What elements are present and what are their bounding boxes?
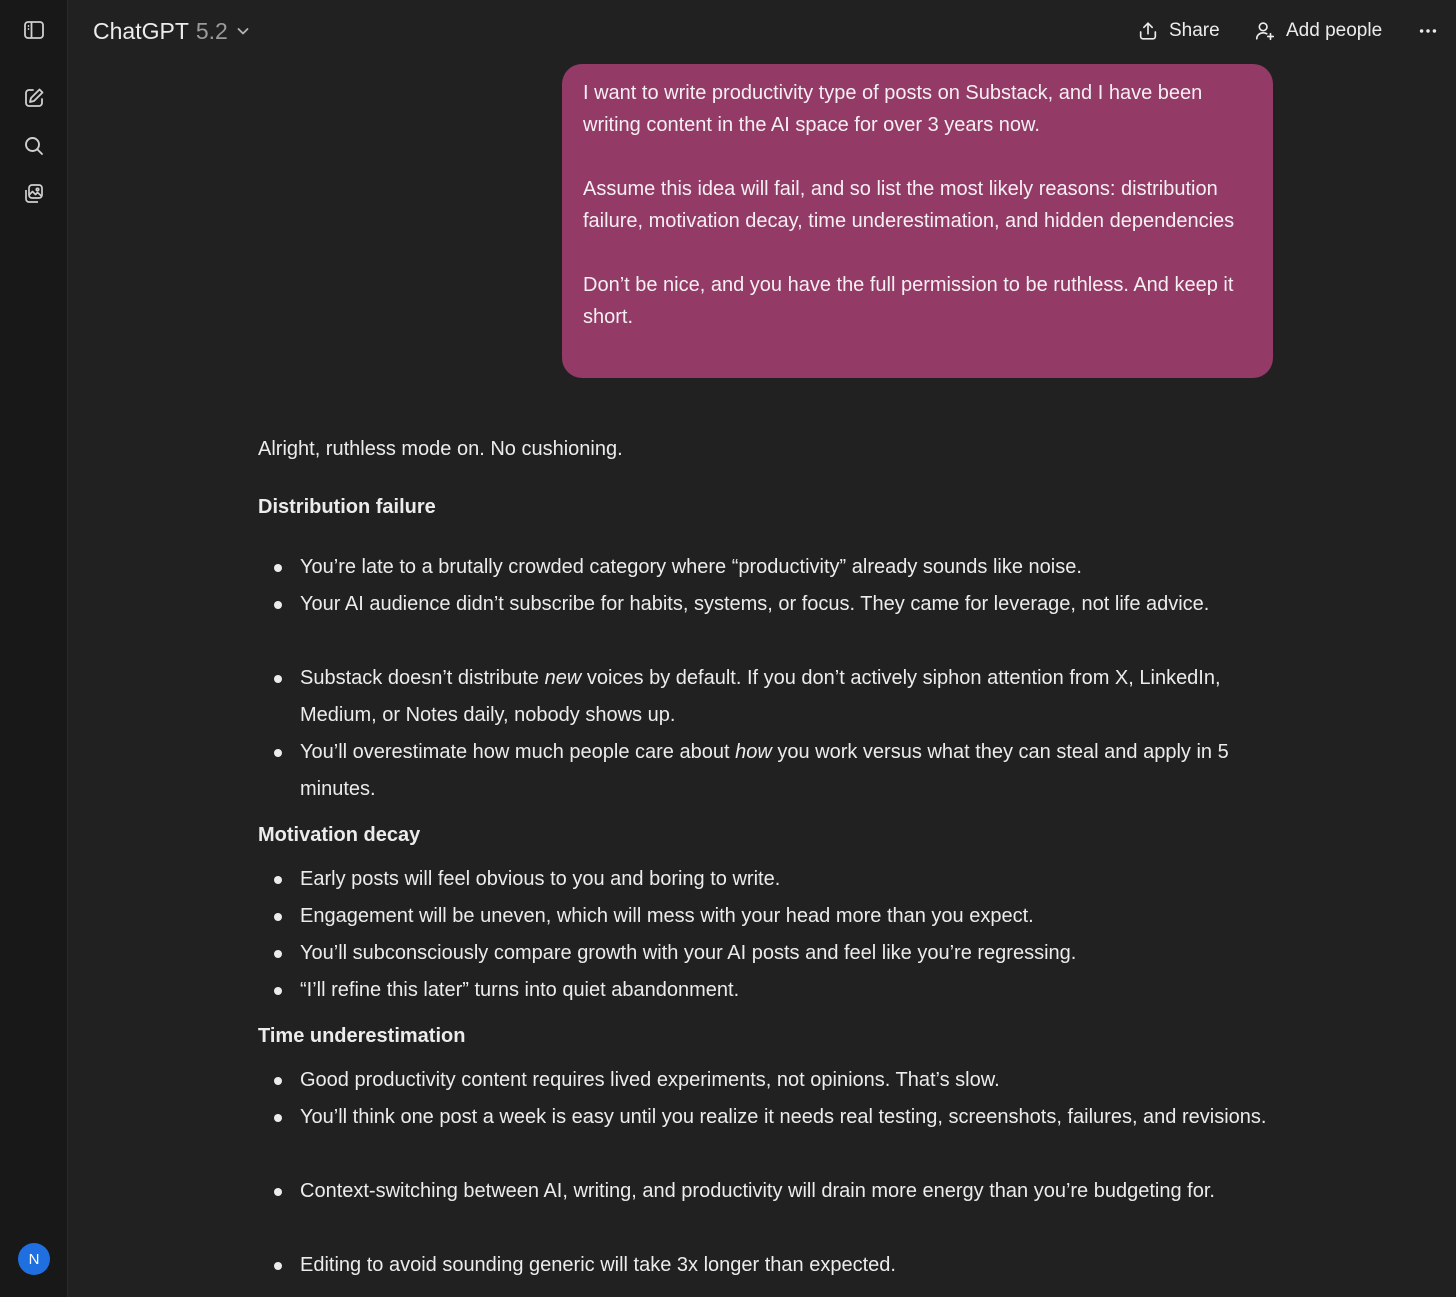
image-library-button[interactable]: [14, 174, 54, 214]
section-heading: Time underestimation: [258, 1025, 466, 1047]
top-bar: [69, 0, 1456, 62]
list-item: You’re late to a brutally crowded category where “productivity” already sounds like noise.: [300, 556, 1082, 578]
sidebar-toggle-button[interactable]: [14, 10, 54, 50]
sidebar: [0, 0, 68, 1297]
list-item: Editing to avoid sounding generic will take 3x longer than expected.: [300, 1254, 896, 1276]
model-version: 5.2: [195, 17, 228, 44]
bullet-dot: [274, 876, 282, 884]
new-chat-button[interactable]: [14, 78, 54, 118]
section-heading: Distribution failure: [258, 496, 436, 518]
bullet-dot: [274, 1114, 282, 1122]
user-message-paragraph: Don’t be nice, and you have the full permission to be ruthless. And keep it short.: [583, 274, 1234, 328]
add-person-icon: [1254, 20, 1276, 42]
share-label: Share: [1169, 20, 1220, 41]
add-people-button[interactable]: [1254, 14, 1382, 48]
search-icon: [22, 134, 46, 158]
sidebar-toggle-icon: [22, 18, 46, 42]
list-item: Substack doesn’t distribute new voices by default. If you don’t actively siphon attention from X, LinkedIn, Medium, or Notes daily, nobody shows up.: [300, 667, 1221, 726]
bullet-dot: [274, 564, 282, 572]
list-item: Early posts will feel obvious to you and boring to write.: [300, 868, 781, 890]
bullet-dot: [274, 913, 282, 921]
new-chat-icon: [22, 86, 46, 110]
list-item: You’ll subconsciously compare growth with your AI posts and feel like you’re regressing.: [300, 942, 1077, 964]
add-people-label: Add people: [1286, 20, 1383, 41]
list-item: Context-switching between AI, writing, and productivity will drain more energy than you’re budgeting for.: [300, 1180, 1215, 1202]
list-item: You’ll think one post a week is easy until you realize it needs real testing, screenshots, failures, and revisions.: [300, 1106, 1267, 1128]
share-icon: [1137, 20, 1159, 42]
user-message-paragraph: Assume this idea will fail, and so list the most likely reasons: distribution failure, motivation decay, time underestimation, and hidden dependencies: [583, 178, 1235, 232]
more-options-button[interactable]: [1413, 14, 1443, 48]
chevron-down-icon: [235, 23, 251, 39]
bullet-dot: [274, 1077, 282, 1085]
model-name: ChatGPT: [93, 17, 189, 44]
bullet-dot: [274, 950, 282, 958]
more-horizontal-icon: [1417, 20, 1439, 42]
bullet-dot: [274, 987, 282, 995]
list-item: Engagement will be uneven, which will mess with your head more than you expect.: [300, 905, 1034, 927]
section-heading: Motivation decay: [258, 824, 421, 846]
model-selector[interactable]: [93, 14, 251, 48]
search-button[interactable]: [14, 126, 54, 166]
image-library-icon: [22, 182, 46, 206]
user-message-paragraph: I want to write productivity type of posts on Substack, and I have been writing content in the AI space for over 3 years now.: [583, 82, 1203, 136]
list-item: Your AI audience didn’t subscribe for habits, systems, or focus. They came for leverage, not life advice.: [300, 593, 1210, 615]
user-message-bubble: [562, 64, 1273, 378]
list-item: “I’ll refine this later” turns into quiet abandonment.: [300, 979, 740, 1001]
bullet-dot: [274, 601, 282, 609]
share-button[interactable]: [1137, 14, 1220, 48]
bullet-dot: [274, 1188, 282, 1196]
list-item: You’ll overestimate how much people care about how you work versus what they can steal and apply in 5 minutes.: [300, 741, 1229, 800]
assistant-intro: Alright, ruthless mode on. No cushioning.: [258, 438, 623, 460]
bullet-dot: [274, 749, 282, 757]
bullet-dot: [274, 675, 282, 683]
bullet-dot: [274, 1262, 282, 1270]
list-item: Good productivity content requires lived experiments, not opinions. That’s slow.: [300, 1069, 1000, 1091]
user-avatar[interactable]: N: [18, 1243, 50, 1275]
